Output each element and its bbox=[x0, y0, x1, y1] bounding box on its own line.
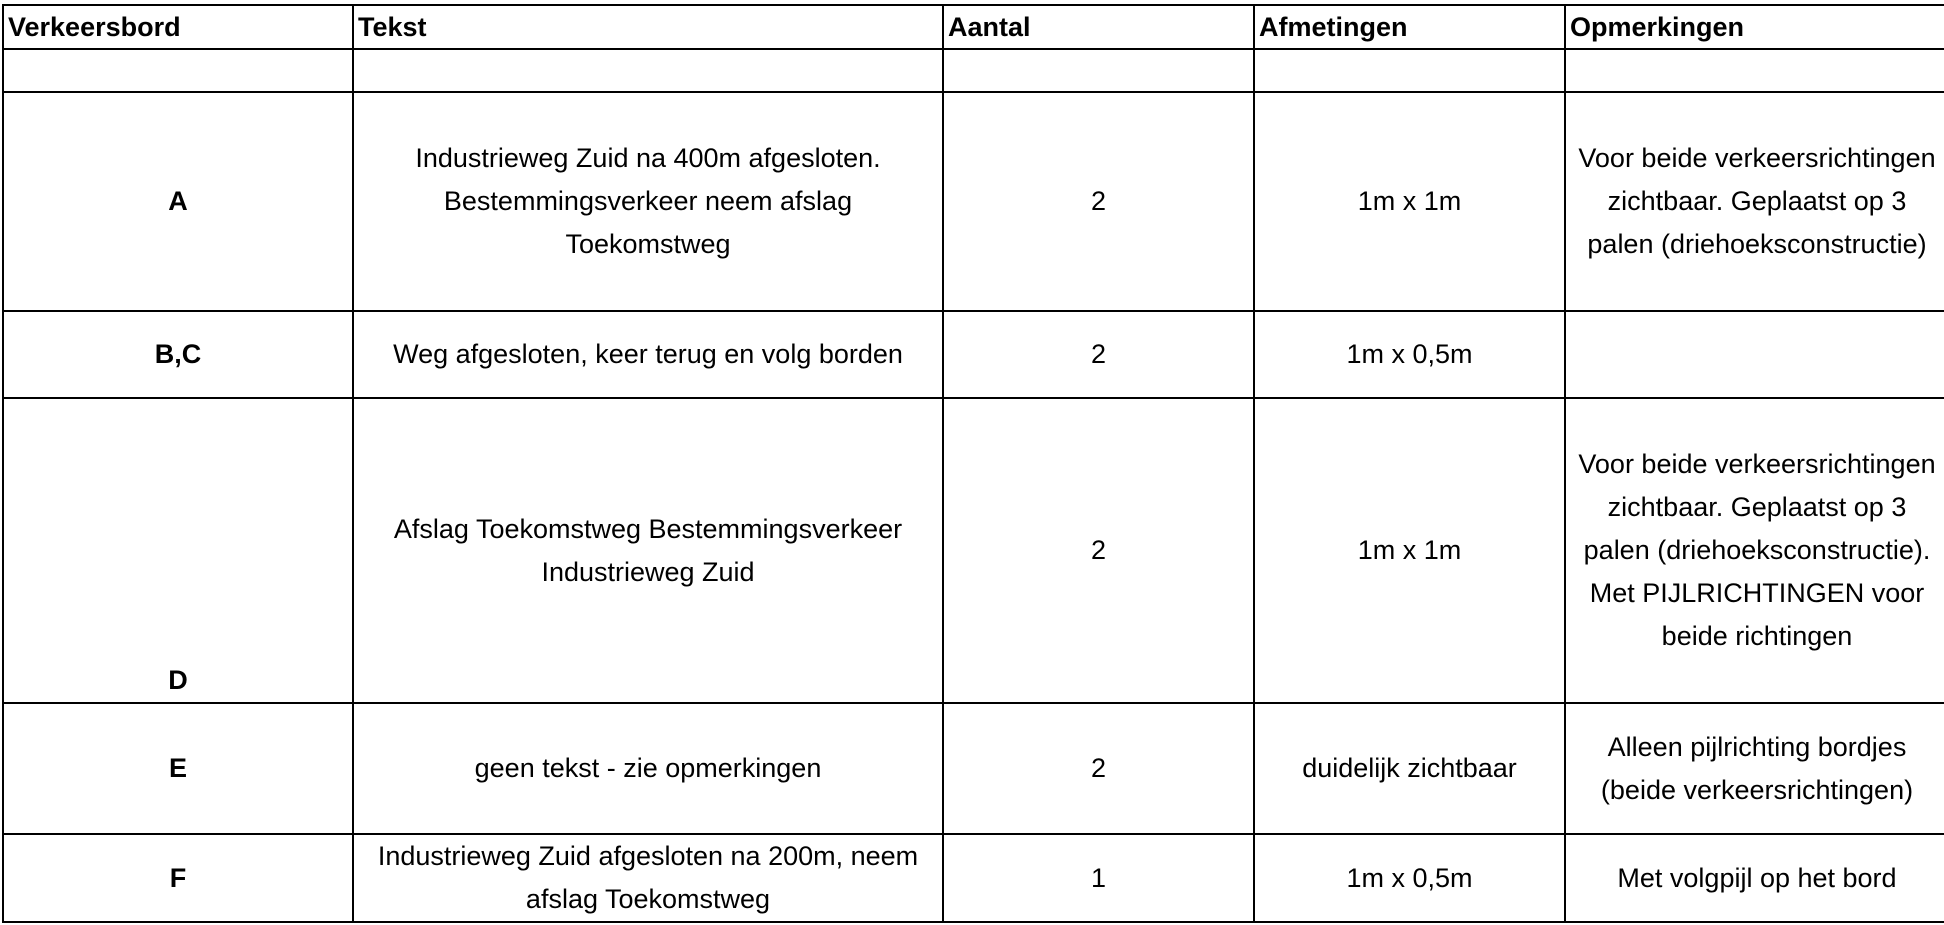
traffic-sign-table bbox=[2, 4, 1944, 923]
cell-tekst: Weg afgesloten, keer terug en volg borden bbox=[353, 311, 943, 398]
table-row bbox=[3, 92, 1944, 311]
cell-verkeersbord: A bbox=[3, 92, 353, 311]
cell-afmetingen: 1m x 1m bbox=[1254, 398, 1565, 703]
empty-cell bbox=[943, 49, 1254, 92]
cell-aantal: 2 bbox=[943, 398, 1254, 703]
cell-verkeersbord: F bbox=[3, 834, 353, 922]
cell-aantal: 1 bbox=[943, 834, 1254, 922]
cell-tekst: geen tekst - zie opmerkingen bbox=[353, 703, 943, 834]
header-aantal: Aantal bbox=[943, 5, 1254, 49]
header-row bbox=[3, 5, 1944, 49]
empty-row bbox=[3, 49, 1944, 92]
cell-aantal: 2 bbox=[943, 311, 1254, 398]
cell-opmerkingen bbox=[1565, 311, 1944, 398]
header-afmetingen: Afmetingen bbox=[1254, 5, 1565, 49]
cell-tekst: Industrieweg Zuid na 400m afgesloten. Bestemmingsverkeer neem afslag Toekomstweg bbox=[353, 92, 943, 311]
header-verkeersbord: Verkeersbord bbox=[3, 5, 353, 49]
cell-afmetingen: duidelijk zichtbaar bbox=[1254, 703, 1565, 834]
cell-afmetingen: 1m x 0,5m bbox=[1254, 834, 1565, 922]
cell-opmerkingen: Met volgpijl op het bord bbox=[1565, 834, 1944, 922]
cell-opmerkingen: Voor beide verkeersrichtingen zichtbaar. Geplaatst op 3 palen (driehoeksconstructie). Met PIJLRICHTINGEN voor beide richtingen bbox=[1565, 398, 1944, 703]
cell-afmetingen: 1m x 1m bbox=[1254, 92, 1565, 311]
table-row bbox=[3, 703, 1944, 834]
cell-opmerkingen: Alleen pijlrichting bordjes (beide verkeersrichtingen) bbox=[1565, 703, 1944, 834]
cell-verkeersbord: D bbox=[3, 398, 353, 703]
header-opmerkingen: Opmerkingen bbox=[1565, 5, 1944, 49]
cell-opmerkingen: Voor beide verkeersrichtingen zichtbaar. Geplaatst op 3 palen (driehoeksconstructie) bbox=[1565, 92, 1944, 311]
table-row bbox=[3, 398, 1944, 703]
table-row bbox=[3, 834, 1944, 922]
cell-aantal: 2 bbox=[943, 703, 1254, 834]
header-tekst: Tekst bbox=[353, 5, 943, 49]
cell-aantal: 2 bbox=[943, 92, 1254, 311]
table-row bbox=[3, 311, 1944, 398]
cell-verkeersbord: B,C bbox=[3, 311, 353, 398]
empty-cell bbox=[1565, 49, 1944, 92]
empty-cell bbox=[353, 49, 943, 92]
cell-tekst: Industrieweg Zuid afgesloten na 200m, neem afslag Toekomstweg bbox=[353, 834, 943, 922]
cell-verkeersbord: E bbox=[3, 703, 353, 834]
cell-afmetingen: 1m x 0,5m bbox=[1254, 311, 1565, 398]
empty-cell bbox=[3, 49, 353, 92]
cell-tekst: Afslag Toekomstweg Bestemmingsverkeer Industrieweg Zuid bbox=[353, 398, 943, 703]
empty-cell bbox=[1254, 49, 1565, 92]
